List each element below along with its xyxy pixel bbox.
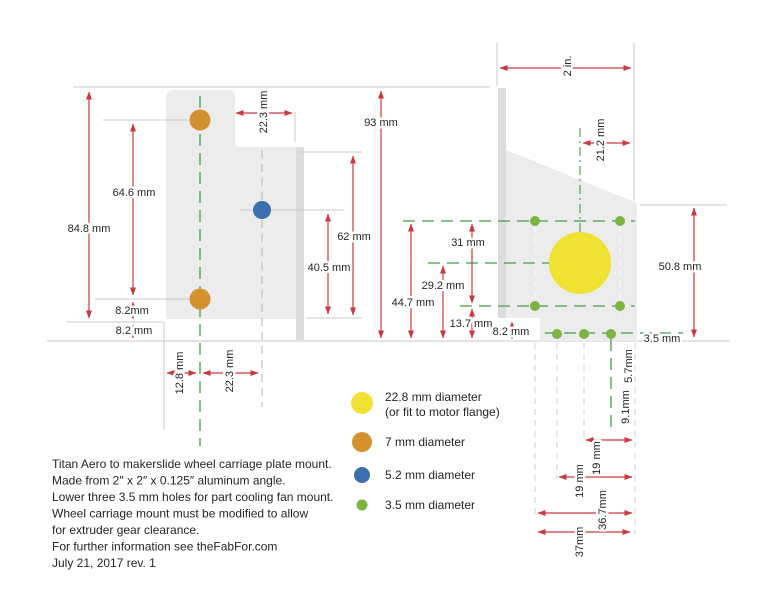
dim-21-2mm: 21.2 mm [595,118,607,162]
hole-3-5mm [552,329,562,339]
dim-44-7mm: 44.7 mm [391,297,435,309]
legend-swatch-3-5mm [357,500,368,511]
note-line: for extruder gear clearance. [52,523,200,537]
hole-7mm-bottom [190,289,211,310]
legend-swatch-5-2mm [354,467,370,483]
hole-3-5mm [579,329,589,339]
dim-84-8mm: 84.8 mm [67,223,111,235]
note-line: For further information see theFabFor.com [52,539,278,554]
dim-2in: 2 in. [562,55,574,77]
hole-3-5mm [530,301,540,311]
dim-8-2mm-upper: 8.2mm [115,305,149,317]
legend-label-22-8mm-note: (or fit to motor flange) [385,405,500,419]
note-line: Lower three 3.5 mm holes for part cooling fan mount. [52,490,334,504]
dim-93mm: 93 mm [364,117,398,129]
dim-37mm: 37mm [574,526,586,558]
dim-50-8mm: 50.8 mm [658,261,702,273]
legend-label-22-8mm: 22.8 mm diameter [385,390,482,404]
dim-5-7mm: 5.7mm [623,349,635,383]
dim-29-2mm: 29.2 mm [421,280,465,292]
dim-40-5mm: 40.5 mm [307,262,351,274]
left-flange-strip [296,147,304,340]
dim-3-5mm: 3.5 mm [643,333,681,345]
dim-22-3mm-top: 22.3 mm [258,90,270,134]
hole-3-5mm [606,329,616,339]
hole-7mm-top [190,110,211,131]
dim-9-1mm: 9.1mm [620,390,632,424]
note-line: Wheel carriage mount must be modified to allow [52,506,309,521]
dim-8-2mm-lower: 8.2 mm [115,325,153,337]
notes-block [52,457,333,570]
hole-3-5mm [615,216,625,226]
dim-64-6mm: 64.6 mm [112,187,156,199]
legend-swatch-7mm [352,432,372,452]
note-line: Titan Aero to makerslide wheel carriage plate mount. [52,457,332,471]
motor-boss-hole-22-8mm [549,232,611,294]
legend-label-3-5mm: 3.5 mm diameter [385,498,476,512]
dim-19mm-lower: 19 mm [574,464,586,498]
legend-label-7mm: 7 mm diameter [385,435,466,449]
hole-legend [351,390,500,512]
dim-62mm: 62 mm [337,231,371,243]
dim-36-7mm: 36.7mm [597,490,609,530]
legend-swatch-22-8mm [351,392,373,414]
hole-3-5mm [530,216,540,226]
dim-13-7mm: 13.7 mm [449,318,493,330]
hole-3-5mm [615,301,625,311]
dim-31mm: 31 mm [451,237,485,249]
legend-label-5-2mm: 5.2 mm diameter [385,468,476,482]
dim-22-3mm-bottom: 22.3 mm [224,349,236,393]
right-flange-strip [498,88,506,318]
note-line: July 21, 2017 rev. 1 [52,556,156,570]
dim-19mm-upper: 19 mm [591,441,603,475]
left-plate [166,90,296,319]
dim-12-8mm: 12.8 mm [174,351,186,395]
hole-5-2mm [253,201,271,219]
note-line: Made from 2″ x 2″ x 0.125″ aluminum angle. [52,473,286,488]
dim-8-2mm: 8.2 mm [492,326,530,338]
